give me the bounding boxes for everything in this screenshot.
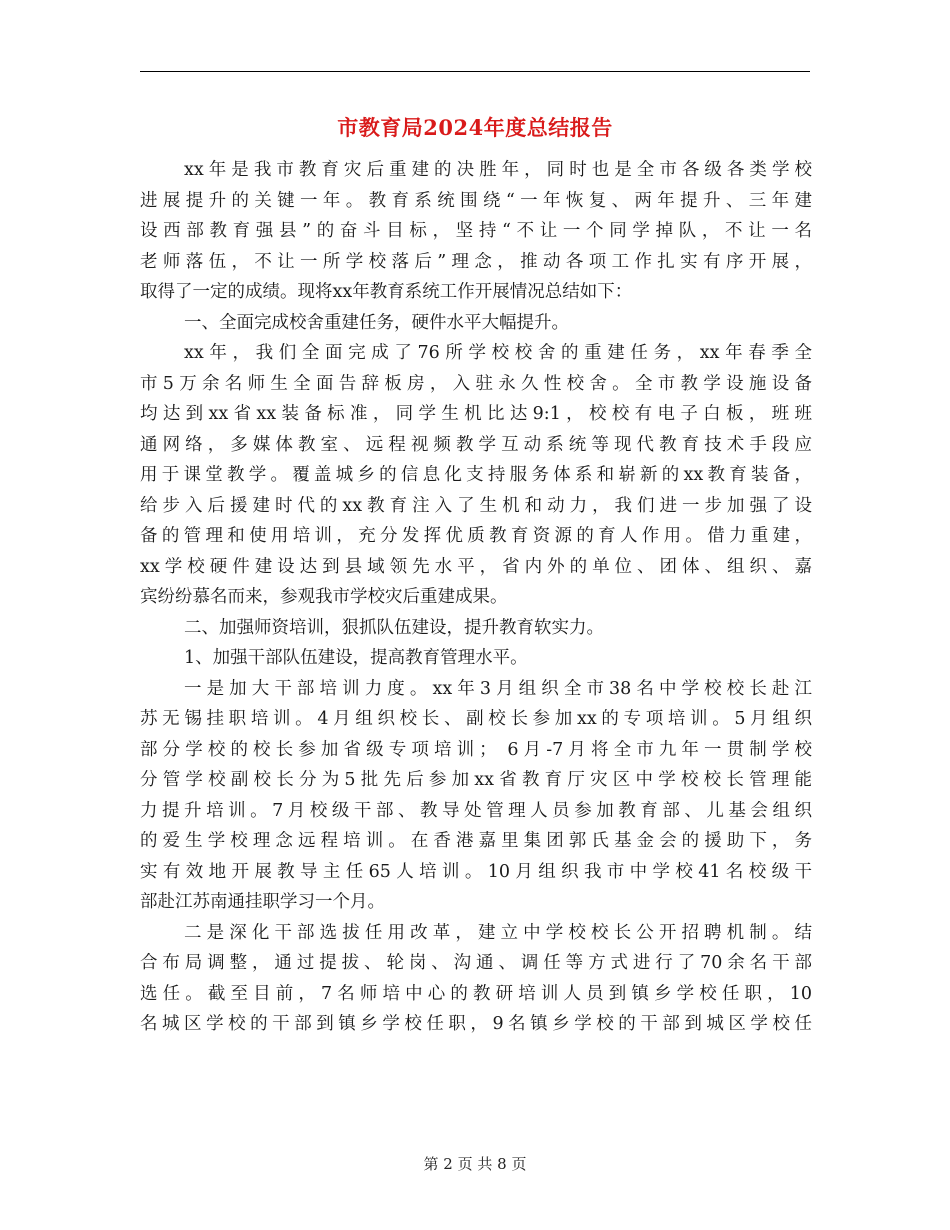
- text-line: 名城区学校的干部到镇乡学校任职，9名镇乡学校的干部到城区学校任: [140, 1014, 812, 1034]
- text-line: 宾纷纷慕名而来，参观我市学校灾后重建成果。: [140, 587, 508, 607]
- text-line: 均达到xx省xx装备标准，同学生机比达9:1，校校有电子白板，班班: [140, 404, 812, 424]
- text-line: xx学校硬件建设达到县域领先水平，省内外的单位、团体、组织、嘉: [140, 556, 812, 577]
- text-line: 二、加强师资培训，狠抓队伍建设，提升教育软实力。: [184, 617, 604, 638]
- text-line: 通网络，多媒体教室、远程视频教学互动系统等现代教育技术手段应: [140, 434, 812, 455]
- text-line: 苏无锡挂职培训。4月组织校长、副校长参加xx的专项培训。5月组织: [140, 709, 812, 729]
- text-line: 二是深化干部选拔任用改革，建立中学校校长公开招聘机制。结: [184, 922, 812, 943]
- text-line: 市5万余名师生全面告辞板房，入驻永久性校舍。全市教学设施设备: [140, 373, 812, 394]
- text-line: 老师落伍，不让一所学校落后”理念，推动各项工作扎实有序开展，: [140, 251, 812, 272]
- text-line: 的爱生学校理念远程培训。在香港嘉里集团郭氏基金会的援助下，务: [140, 831, 812, 851]
- header-rule: [140, 71, 810, 72]
- text-line: 取得了一定的成绩。现将xx年教育系统工作开展情况总结如下：: [140, 282, 633, 302]
- text-line: 部赴江苏南通挂职学习一个月。: [140, 892, 385, 912]
- text-line: xx年，我们全面完成了76所学校校舍的重建任务，xx年春季全: [184, 343, 812, 363]
- text-line: 进展提升的关键一年。教育系统围绕“一年恢复、两年提升、三年建: [140, 190, 812, 211]
- text-line: 一、全面完成校舍重建任务，硬件水平大幅提升。: [184, 312, 569, 333]
- text-line: 选任。截至目前，7名师培中心的教研培训人员到镇乡学校任职，10: [140, 983, 812, 1004]
- text-line: 设西部教育强县”的奋斗目标，坚持“不让一个同学掉队，不让一名: [140, 221, 812, 241]
- text-line: 实有效地开展教导主任65人培训。10月组织我市中学校41名校级干: [140, 861, 812, 882]
- text-line: 给步入后援建时代的xx教育注入了生机和动力，我们进一步加强了设: [140, 495, 812, 516]
- text-line: 用于课堂教学。覆盖城乡的信息化支持服务体系和崭新的xx教育装备，: [140, 465, 812, 485]
- document-title: 市教育局2024年度总结报告: [337, 115, 613, 140]
- document-body: [140, 155, 812, 1040]
- text-line: 分管学校副校长分为5批先后参加xx省教育厅灾区中学校校长管理能: [140, 770, 812, 790]
- page-number: 第 2 页 共 8 页: [423, 1155, 527, 1173]
- text-line: 备的管理和使用培训，充分发挥优质教育资源的育人作用。借力重建，: [140, 526, 812, 546]
- text-line: xx年是我市教育灾后重建的决胜年，同时也是全市各级各类学校: [184, 160, 812, 180]
- text-line: 部分学校的校长参加省级专项培训； 6月-7月将全市九年一贯制学校: [140, 739, 812, 760]
- text-line: 一是加大干部培训力度。xx年3月组织全市38名中学校校长赴江: [184, 678, 812, 699]
- text-line: 力提升培训。7月校级干部、教导处管理人员参加教育部、儿基会组织: [140, 800, 812, 821]
- text-line: 1、加强干部队伍建设，提高教育管理水平。: [184, 648, 528, 668]
- text-line: 合布局调整，通过提拔、轮岗、沟通、调任等方式进行了70余名干部: [140, 953, 812, 973]
